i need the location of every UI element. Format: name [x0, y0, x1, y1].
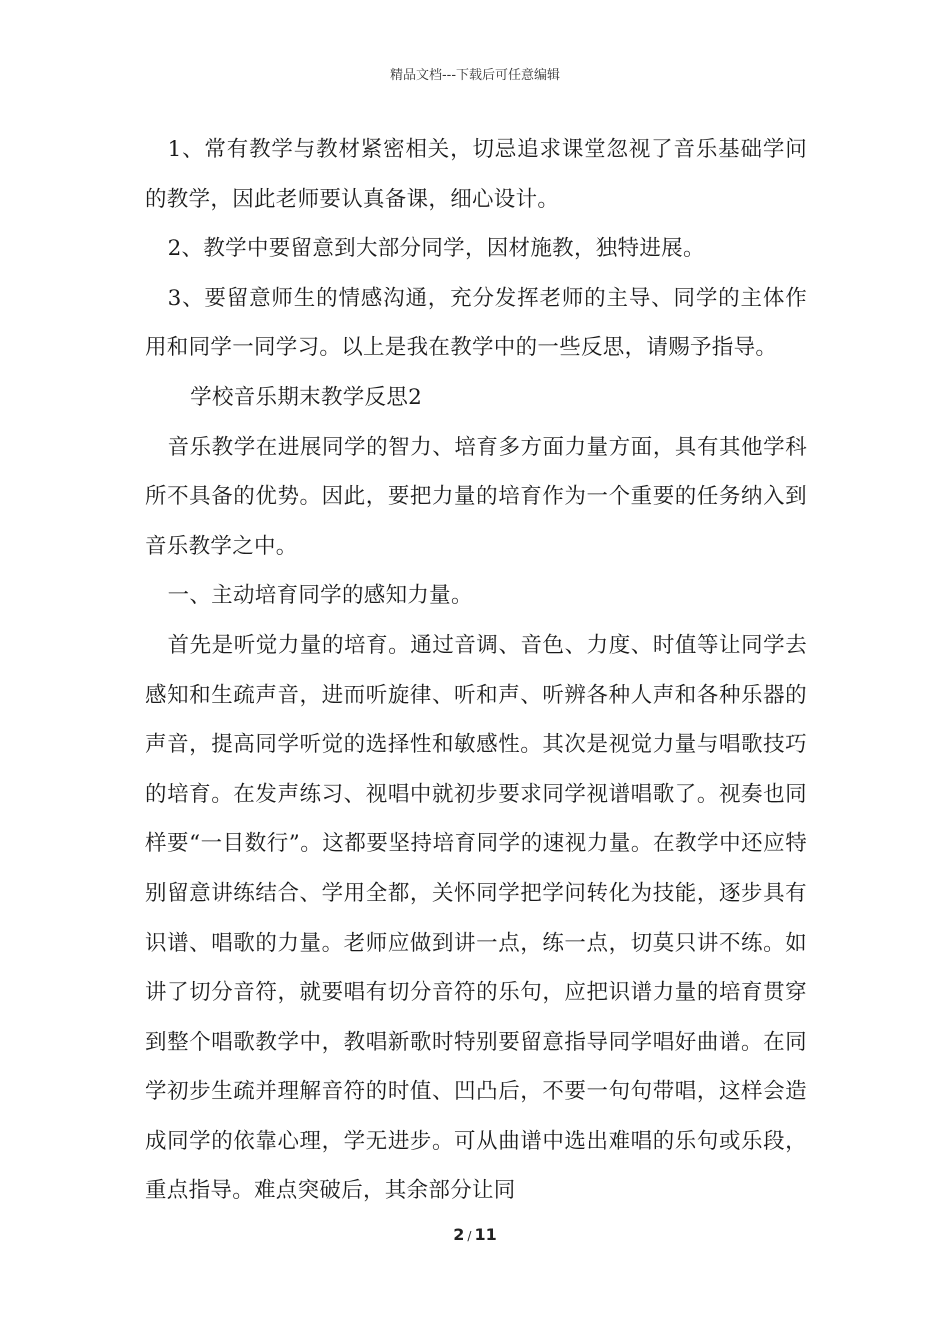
paragraph: 音乐教学在进展同学的智力、培育多方面力量方面，具有其他学科所不具备的优势。因此，要把力量的培育作为一个重要的任务纳入到音乐教学之中。	[145, 434, 807, 559]
page-current: 2	[453, 1225, 465, 1244]
paragraph: 1、常有教学与教材紧密相关，切忌追求课堂忽视了音乐基础学问的教学，因此老师要认真备课，细心设计。	[145, 137, 807, 212]
document-body	[145, 125, 807, 1216]
page-total: 11	[474, 1225, 497, 1244]
paragraph: 首先是听觉力量的培育。通过音调、音色、力度、时值等让同学去感知和生疏声音，进而听旋律、听和声、听辨各种人声和各种乐器的声音，提高同学听觉的选择性和敏感性。其次是视觉力量与唱歌技巧的培育。在发声练习、视唱中就初步要求同学视谱唱歌了。视奏也同样要“一目数行”。这都要坚持培育同学的速视力量。在教学中还应特别留意讲练结合、学用全都，关怀同学把学问转化为技能，逐步具有识谱、唱歌的力量。老师应做到讲一点，练一点，切莫只讲不练。如讲了切分音符，就要唱有切分音符的乐句，应把识谱力量的培育贯穿到整个唱歌教学中，教唱新歌时特别要留意指导同学唱好曲谱。在同学初步生疏并理解音符的时值、凹凸后，不要一句句带唱，这样会造成同学的依靠心理，学无进步。可从曲谱中选出难唱的乐句或乐段，重点指导。难点突破后，其余部分让同	[145, 632, 807, 1204]
paragraph: 3、要留意师生的情感沟通，充分发挥老师的主导、同学的主体作用和同学一同学习。以上是我在教学中的一些反思，请赐予指导。	[145, 285, 807, 361]
page-number	[0, 1225, 950, 1244]
section-heading: 一、主动培育同学的感知力量。	[167, 583, 473, 609]
page-header: 精品文档---下载后可任意编辑	[389, 68, 561, 83]
paragraph: 2、教学中要留意到大部分同学，因材施教，独特进展。	[167, 236, 705, 262]
page-separator: /	[467, 1229, 472, 1243]
section-title: 学校音乐期末教学反思2	[190, 384, 423, 410]
